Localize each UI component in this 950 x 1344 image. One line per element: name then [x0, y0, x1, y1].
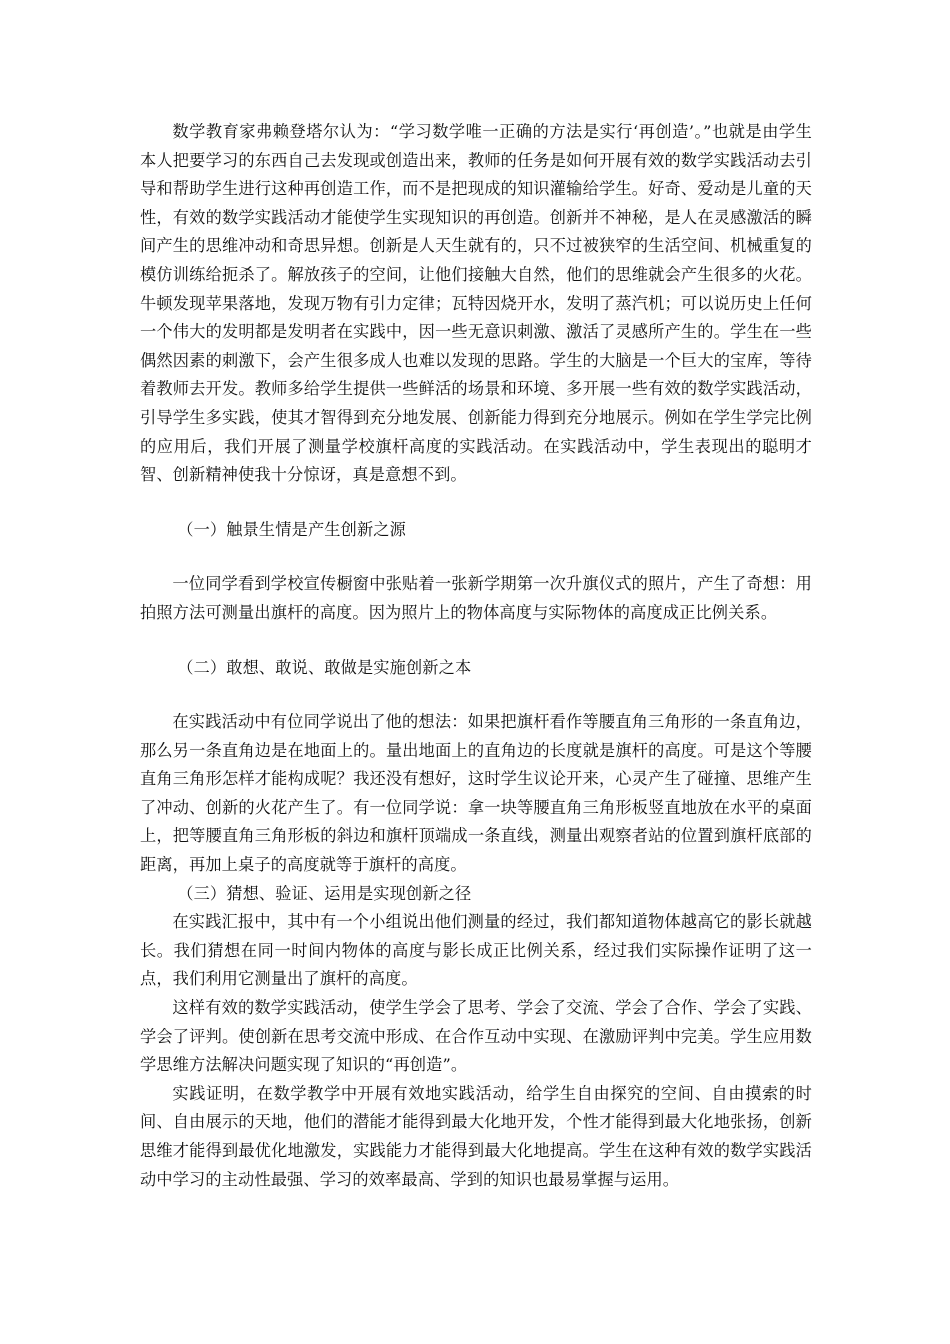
paragraph-intro: 数学教育家弗赖登塔尔认为：“学习数学唯一正确的方法是实行‘再创造’。”也就是由学生本人把要学习的东西自己去发现或创造出来，教师的任务是如何开展有效的数学实践活动去引导和帮助学生进行这种再创造工作，而不是把现成的知识灌输给学生。好奇、爱动是儿童的天性，有效的数学实践活动才能使学生实现知识的再创造。创新并不神秘，是人在灵感激活的瞬间产生的思维冲动和奇思异想。创新是人天生就有的，只不过被狭窄的生活空间、机械重复的模仿训练给扼杀了。解放孩子的空间，让他们接触大自然，他们的思维就会产生很多的火花。牛顿发现苹果落地，发现万物有引力定律；瓦特因烧开水，发明了蒸汽机；可以说历史上任何一个伟大的发明都是发明者在实践中，因一些无意识刺激、激活了灵感所产生的。学生在一些偶然因素的刺激下，会产生很多成人也难以发现的思路。学生的大脑是一个巨大的宝库，等待着教师去开发。教师多给学生提供一些鲜活的场景和环境、多开展一些有效的数学实践活动，引导学生多实践，使其才智得到充分地发展、创新能力得到充分地展示。例如在学生学完比例的应用后，我们开展了测量学校旗杆高度的实践活动。在实践活动中，学生表现出的聪明才智、创新精神使我十分惊讶，真是意想不到。	[140, 122, 812, 485]
document-body	[140, 118, 812, 1194]
paragraph-section-2: 在实践活动中有位同学说出了他的想法：如果把旗杆看作等腰直角三角形的一条直角边，那么另一条直角边是在地面上的。量出地面上的直角边的长度就是旗杆的高度。可是这个等腰直角三角形怎样才能构成呢？我还没有想好，这时学生议论开来，心灵产生了碰撞、思维产生了冲动、创新的火花产生了。有一位同学说：拿一块等腰直角三角形板竖直地放在水平的桌面上，把等腰直角三角形板的斜边和旗杆顶端成一条直线，测量出观察者站的位置到旗杆底部的距离，再加上桌子的高度就等于旗杆的高度。	[140, 712, 812, 875]
section-heading-2: （二）敢想、敢说、敢做是实施创新之本	[177, 657, 472, 677]
paragraph-section-3: 在实践汇报中，其中有一个小组说出他们测量的经过，我们都知道物体越高它的影长就越长。我们猜想在同一时间内物体的高度与影长成正比例关系，经过我们实际操作证明了这一点，我们利用它测量出了旗杆的高度。	[140, 912, 812, 989]
paragraph-summary: 这样有效的数学实践活动，使学生学会了思考、学会了交流、学会了合作、学会了实践、学会了评判。使创新在思考交流中形成、在合作互动中实现、在激励评判中完美。学生应用数学思维方法解决问题实现了知识的“再创造”。	[140, 998, 812, 1075]
section-heading-3: （三）猜想、验证、运用是实现创新之径	[177, 883, 472, 903]
paragraph-section-1: 一位同学看到学校宣传橱窗中张贴着一张新学期第一次升旗仪式的照片，产生了奇想：用拍照方法可测量出旗杆的高度。因为照片上的物体高度与实际物体的高度成正比例关系。	[140, 574, 812, 622]
paragraph-conclusion: 实践证明，在数学教学中开展有效地实践活动，给学生自由探究的空间、自由摸索的时间、自由展示的天地，他们的潜能才能得到最大化地开发，个性才能得到最大化地张扬，创新思维才能得到最优化地激发，实践能力才能得到最大化地提高。学生在这种有效的数学实践活动中学习的主动性最强、学习的效率最高、学到的知识也最易掌握与运用。	[140, 1083, 812, 1189]
section-heading-1: （一）触景生情是产生创新之源	[177, 519, 406, 539]
